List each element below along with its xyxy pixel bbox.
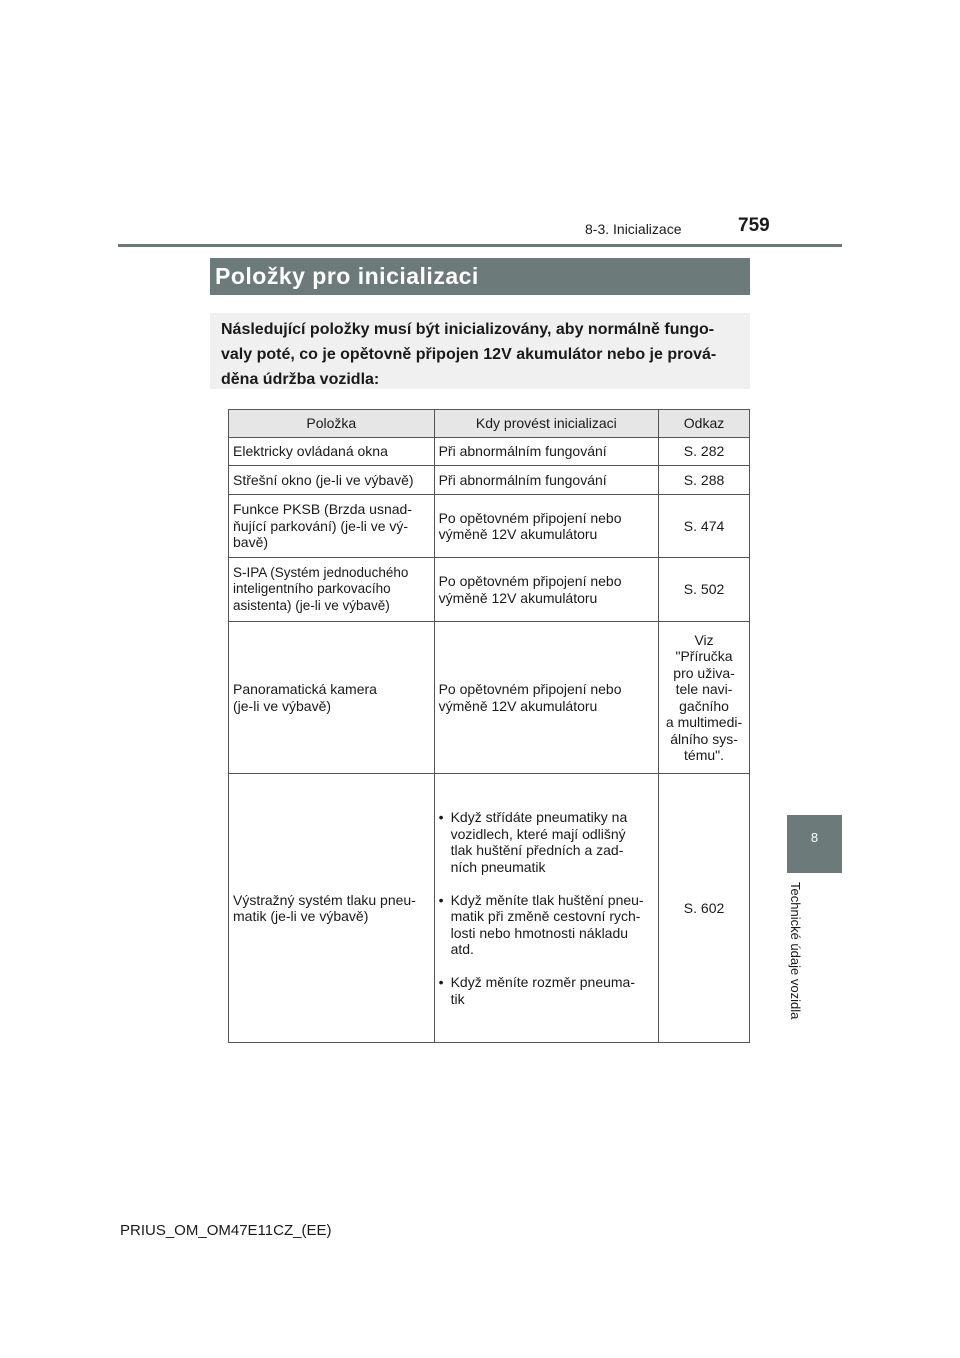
chapter-label: Technické údaje vozidla [788,882,803,1020]
column-header-when: Kdy provést inicializaci [434,410,658,438]
header-divider [118,244,842,247]
when-cell: Po opětovném připojení nebo výměně 12V akumulátoru [434,558,658,622]
table-row [229,774,750,1043]
when-cell: Po opětovném připojení nebo výměně 12V akumulátoru [434,622,658,774]
item-cell: Střešní okno (je-li ve výbavě) [229,466,435,495]
item-cell: Funkce PKSB (Brzda usnad- ňující parkování) (je-li ve vý- bavě) [229,495,435,558]
when-cell: Po opětovném připojení nebo výměně 12V akumulátoru [434,495,658,558]
condition-item: • Když měníte rozměr pneuma- tik [437,974,656,1007]
condition-list [437,793,656,1024]
table-row [229,558,750,622]
table-row [229,495,750,558]
page-number: 759 [738,215,770,236]
item-cell: Elektricky ovládaná okna [229,438,435,466]
when-cell [434,774,658,1043]
reference-cell: Viz "Příručka pro uživa- tele navi- gačního a multimedi- álního sys- tému". [659,622,750,774]
reference-cell: S. 502 [659,558,750,622]
condition-item: • Když střídáte pneumatiky na vozidlech, které mají odlišný tlak huštění předních a zad- ních pneumatik [437,809,656,875]
column-header-item: Položka [229,410,435,438]
reference-cell: S. 288 [659,466,750,495]
initialization-table [228,409,750,1043]
table-row [229,622,750,774]
page-heading: Položky pro inicializaci [210,258,750,295]
intro-text: Následující položky musí být inicializovány, aby normálně fungo- valy poté, co je opětovně připojen 12V akumulátor nebo je prová- děna údržba vozidla: [210,313,750,389]
document-code: PRIUS_OM_OM47E11CZ_(EE) [120,1222,332,1239]
column-header-reference: Odkaz [659,410,750,438]
item-cell: S-IPA (Systém jednoduchého inteligentního parkovacího asistenta) (je-li ve výbavě) [229,558,435,622]
table-row [229,466,750,495]
reference-cell: S. 282 [659,438,750,466]
item-cell: Panoramatická kamera (je-li ve výbavě) [229,622,435,774]
condition-item: • Když měníte tlak huštění pneu- matik při změně cestovní rych- losti nebo hmotnosti nákladu atd. [437,892,656,958]
reference-cell: S. 602 [659,774,750,1043]
chapter-tab: 8 [787,815,842,873]
when-cell: Při abnormálním fungování [434,466,658,495]
item-cell: Výstražný systém tlaku pneu- matik (je-li ve výbavě) [229,774,435,1043]
section-title: 8-3. Inicializace [585,221,682,237]
table-row [229,438,750,466]
reference-cell: S. 474 [659,495,750,558]
when-cell: Při abnormálním fungování [434,438,658,466]
table-header-row [229,410,750,438]
